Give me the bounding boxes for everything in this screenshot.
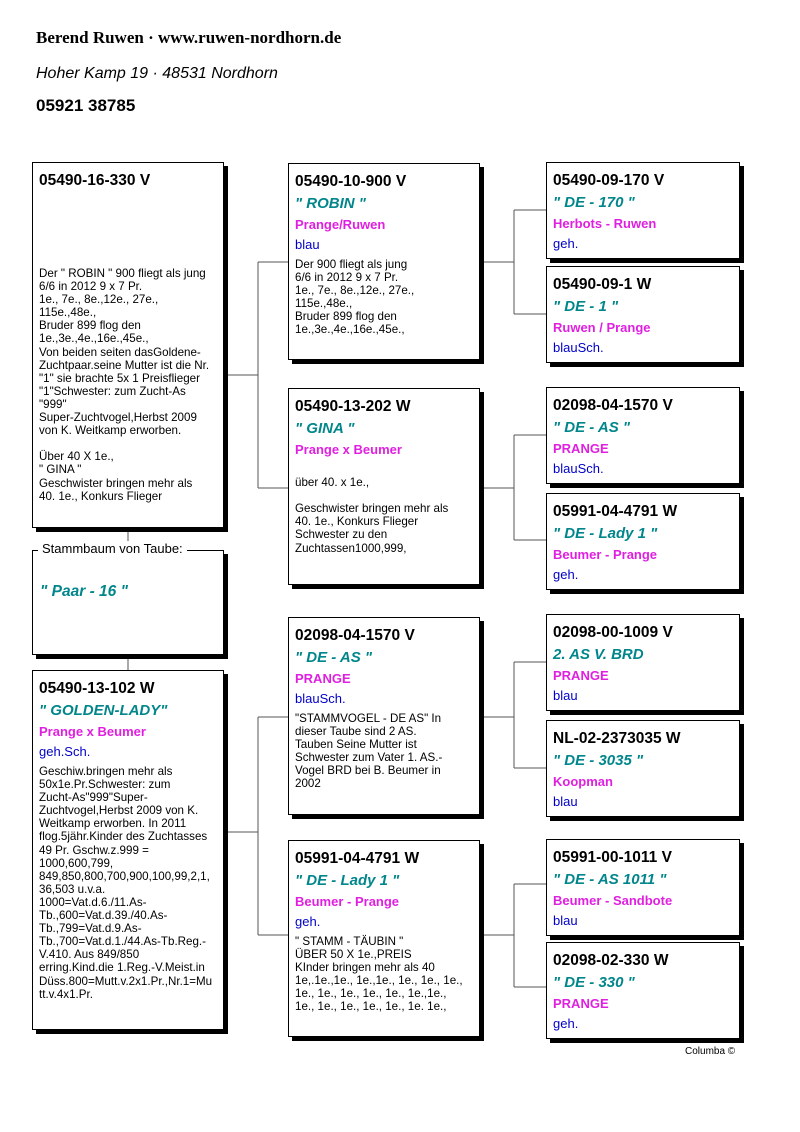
parent-3-name: " DE - AS " bbox=[295, 649, 373, 666]
grandparent-7-color: blau bbox=[553, 913, 578, 928]
grandparent-1-breeder: Herbots - Ruwen bbox=[553, 216, 657, 231]
grandparent-box-7 bbox=[546, 839, 740, 936]
parent-box-2 bbox=[288, 388, 480, 585]
mother-color: geh.Sch. bbox=[39, 744, 91, 759]
grandparent-6-breeder: Koopman bbox=[553, 774, 613, 789]
parent-2-notes: über 40. x 1e., Geschwister bringen mehr als 40. 1e., Konkurs Flieger Schwester zu den Zuchtassen1000,999, bbox=[295, 476, 449, 555]
pedigree-title-box bbox=[32, 550, 224, 655]
pair-name: " Paar - 16 " bbox=[40, 583, 128, 600]
grandparent-8-ring-number: 02098-02-330 W bbox=[553, 952, 669, 969]
grandparent-2-name: " DE - 1 " bbox=[553, 298, 619, 315]
grandparent-box-5 bbox=[546, 614, 740, 711]
grandparent-5-breeder: PRANGE bbox=[553, 668, 609, 683]
grandparent-3-ring-number: 02098-04-1570 V bbox=[553, 397, 673, 414]
grandparent-box-1 bbox=[546, 162, 740, 259]
mother-pigeon-box bbox=[32, 670, 224, 1030]
mother-name: " GOLDEN-LADY" bbox=[39, 702, 168, 719]
grandparent-3-breeder: PRANGE bbox=[553, 441, 609, 456]
grandparent-box-6 bbox=[546, 720, 740, 817]
grandparent-8-color: geh. bbox=[553, 1016, 579, 1031]
grandparent-3-color: blauSch. bbox=[553, 461, 604, 476]
parent-4-breeder: Beumer - Prange bbox=[295, 894, 400, 909]
grandparent-6-ring-number: NL-02-2373035 W bbox=[553, 730, 681, 747]
mother-breeder: Prange x Beumer bbox=[39, 724, 146, 739]
parent-2-ring-number: 05490-13-202 W bbox=[295, 398, 411, 415]
parent-4-ring-number: 05991-04-4791 W bbox=[295, 850, 420, 867]
grandparent-4-ring-number: 05991-04-4791 W bbox=[553, 503, 678, 520]
grandparent-1-ring-number: 05490-09-170 V bbox=[553, 172, 665, 189]
grandparent-2-breeder: Ruwen / Prange bbox=[553, 320, 651, 335]
grandparent-6-color: blau bbox=[553, 794, 578, 809]
parent-box-3 bbox=[288, 617, 480, 815]
grandparent-7-ring-number: 05991-00-1011 V bbox=[553, 849, 672, 866]
grandparent-5-name: 2. AS V. BRD bbox=[553, 646, 644, 663]
grandparent-1-name: " DE - 170 " bbox=[553, 194, 635, 211]
grandparent-3-name: " DE - AS " bbox=[553, 419, 631, 436]
grandparent-8-name: " DE - 330 " bbox=[553, 974, 635, 991]
grandparent-2-color: blauSch. bbox=[553, 340, 604, 355]
grandparent-5-ring-number: 02098-00-1009 V bbox=[553, 624, 673, 641]
subject-pigeon-box bbox=[32, 162, 224, 528]
parent-3-color: blauSch. bbox=[295, 691, 346, 706]
software-credit: Columba © bbox=[685, 1046, 736, 1057]
grandparent-5-color: blau bbox=[553, 688, 578, 703]
grandparent-7-name: " DE - AS 1011 " bbox=[553, 871, 667, 888]
grandparent-box-3 bbox=[546, 387, 740, 484]
mother-ring-number: 05490-13-102 W bbox=[39, 680, 155, 697]
parent-4-name: " DE - Lady 1 " bbox=[295, 872, 400, 889]
parent-3-notes: "STAMMVOGEL - DE AS" In dieser Taube sind 2 AS. Tauben Seine Mutter ist Schwester zum Vater 1. AS.- Vogel BRD bei B. Beumer in 2002 bbox=[295, 712, 443, 791]
parent-1-notes: Der 900 fliegt als jung 6/6 in 2012 9 x 7 Pr. 1e., 7e., 8e.,12e., 27e., 115e.,48e., Bruder 899 flog den 1e.,3e.,4e.,16e.,45e., bbox=[295, 258, 415, 337]
grandparent-4-breeder: Beumer - Prange bbox=[553, 547, 658, 562]
grandparent-1-color: geh. bbox=[553, 236, 579, 251]
parent-3-breeder: PRANGE bbox=[295, 671, 351, 686]
grandparent-7-breeder: Beumer - Sandbote bbox=[553, 893, 673, 908]
parent-2-name: " GINA " bbox=[295, 420, 355, 437]
parent-4-color: geh. bbox=[295, 914, 321, 929]
grandparent-6-name: " DE - 3035 " bbox=[553, 752, 644, 769]
subject-ring-number: 05490-16-330 V bbox=[39, 172, 151, 189]
breeder-name-website: Berend Ruwen · www.ruwen-nordhorn.de bbox=[36, 28, 342, 47]
grandparent-box-8 bbox=[546, 942, 740, 1039]
pedigree-title-label: Stammbaum von Taube: bbox=[38, 541, 187, 557]
mother-notes: Geschiw.bringen mehr als 50x1e.Pr.Schwester: zum Zucht-As"999"Super- Zuchtvogel,Herbst 2009 von K. Weitkamp erworben. In 2011 flog.5jähr.Kinder des Zuchtasses 49 Pr. Gschw.z.999 = 1000,600,799, 849,850,800,700,900,100,99,2,1, 36,503 u.v.a. 1000=Vat.d.6./11.As- Tb.,600=Vat.d.39./40.As- Tb.,799=Vat.d.9.As- Tb.,700=Vat.d.1./44.As-Tb.Reg.- V.410. Aus 849/850 erring.Kind.die 1.Reg.-V.Meist.in Düss.800=Mutt.v.2x1.Pr.,Nr.1=Mu tt.v.4x1.Pr. bbox=[39, 765, 213, 1001]
parent-box-4 bbox=[288, 840, 480, 1037]
grandparent-2-ring-number: 05490-09-1 W bbox=[553, 276, 652, 293]
grandparent-box-4 bbox=[546, 493, 740, 590]
parent-4-notes: " STAMM - TÄUBIN " ÜBER 50 X 1e.,PREIS KInder bringen mehr als 40 1e,.1e.,1e., 1e.,1e., 1e., 1e., 1e., 1e., 1e., 1e., 1e., 1e., 1e.,1e., 1e., 1e., 1e., 1e., 1e., 1e. 1e., bbox=[295, 935, 463, 1014]
breeder-phone: 05921 38785 bbox=[36, 96, 136, 115]
grandparent-8-breeder: PRANGE bbox=[553, 996, 609, 1011]
grandparent-4-name: " DE - Lady 1 " bbox=[553, 525, 658, 542]
grandparent-box-2 bbox=[546, 266, 740, 363]
subject-notes: Der " ROBIN " 900 fliegt als jung 6/6 in 2012 9 x 7 Pr. 1e., 7e., 8e.,12e., 27e., 115e.,48e., Bruder 899 flog den 1e.,3e.,4e.,16e.,45e., Von beiden seiten dasGoldene- Zuchtpaar.seine Mutter ist die Nr. "1" sie brachte 5x 1 Preisflieger "1"Schwester: zum Zucht-As "999" Super-Zuchtvogel,Herbst 2009 von K. Weitkamp erworben. Über 40 X 1e., " GINA " Geschwister bringen mehr als 40. 1e., Konkurs Flieger bbox=[39, 267, 210, 503]
grandparent-4-color: geh. bbox=[553, 567, 579, 582]
parent-1-breeder: Prange/Ruwen bbox=[295, 217, 386, 232]
breeder-address: Hoher Kamp 19 · 48531 Nordhorn bbox=[36, 65, 278, 82]
parent-3-ring-number: 02098-04-1570 V bbox=[295, 627, 415, 644]
parent-box-1 bbox=[288, 163, 480, 360]
parent-1-ring-number: 05490-10-900 V bbox=[295, 173, 407, 190]
parent-2-breeder: Prange x Beumer bbox=[295, 442, 402, 457]
parent-1-name: " ROBIN " bbox=[295, 195, 366, 212]
parent-1-color: blau bbox=[295, 237, 320, 252]
